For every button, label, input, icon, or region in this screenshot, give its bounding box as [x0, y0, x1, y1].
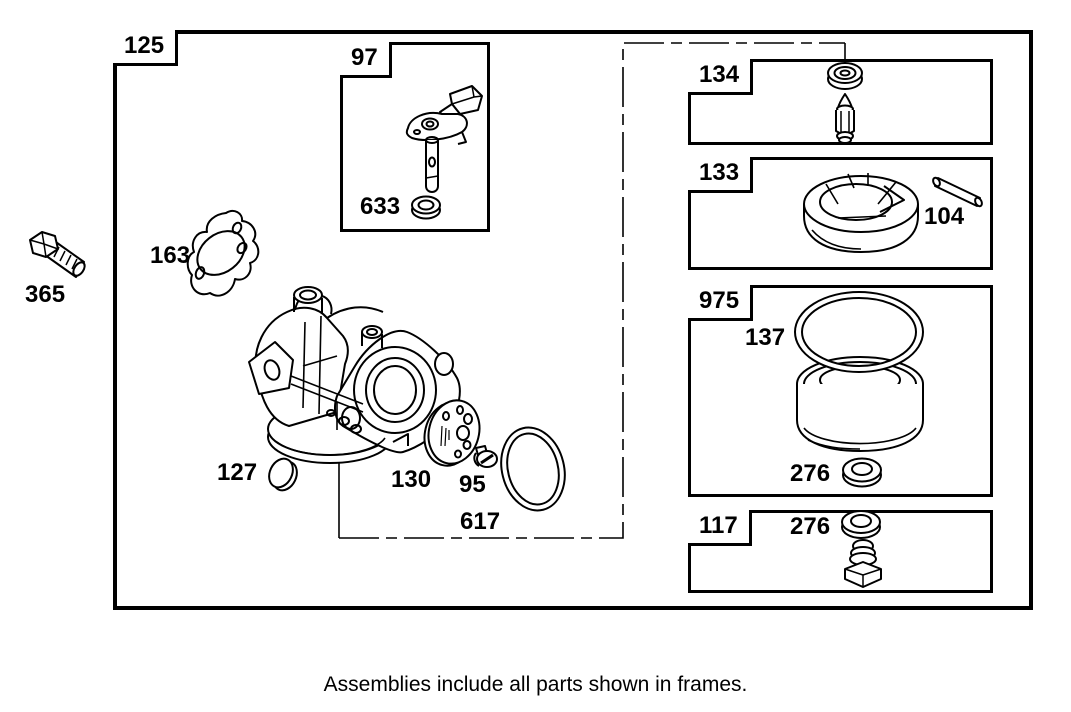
bowl-frame-number: 975: [688, 285, 753, 321]
part-label-130: 130: [391, 466, 432, 493]
mounting-bolt-drawing: [20, 228, 96, 288]
part-label-95: 95: [459, 471, 486, 498]
float-frame-number: 133: [688, 157, 753, 193]
bowl-drain-bolt-drawing: [836, 510, 890, 592]
part-label-163: 163: [150, 242, 191, 269]
part-label-276-drain: 276: [790, 513, 831, 540]
large-o-ring-drawing: [498, 424, 570, 516]
needle-valve-drawing: [821, 56, 871, 144]
welch-plug-drawing: [266, 454, 302, 496]
part-label-365: 365: [25, 281, 66, 308]
part-label-137: 137: [745, 324, 786, 351]
washer-633-drawing: [408, 194, 444, 222]
drain-frame-number: 117: [688, 510, 752, 546]
float-drawing: [798, 160, 926, 268]
part-label-104: 104: [924, 203, 965, 230]
main-frame-number: 125: [113, 30, 178, 66]
float-bowl-drawing: [788, 288, 934, 460]
part-label-617: 617: [460, 508, 501, 535]
washer-276-bowl-drawing: [840, 456, 884, 490]
throttle-frame-number: 97: [340, 42, 392, 78]
part-label-276-bowl: 276: [790, 460, 831, 487]
diagram-caption: Assemblies include all parts shown in frames.: [323, 673, 748, 696]
part-label-127: 127: [217, 459, 258, 486]
throttle-shaft-drawing: [390, 84, 486, 210]
needle-frame-number: 134: [688, 59, 753, 95]
part-label-633: 633: [360, 193, 401, 220]
